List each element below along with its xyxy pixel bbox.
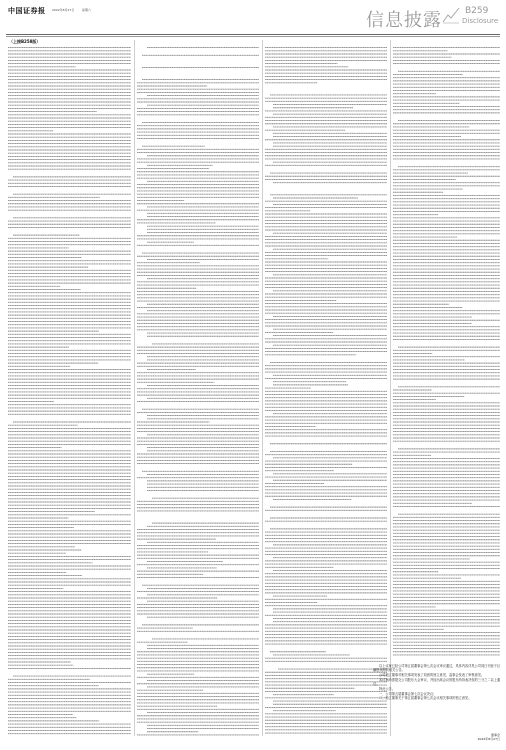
section-english: Disclosure <box>462 17 499 25</box>
text-column-3 <box>265 46 388 736</box>
page-code: B259 <box>465 6 489 16</box>
small-print-lines <box>393 46 501 658</box>
column-divider <box>390 40 391 736</box>
header-rule <box>6 34 500 35</box>
text-column-1 <box>8 46 132 736</box>
newspaper-logo: 中国证券报 <box>8 6 46 15</box>
notice-paragraph: 以上议案已经公司第五届董事会第七次会议审议通过，具体内容详见公司同日刊登于巨潮资讯网的相关公告。 <box>373 664 501 673</box>
column-divider <box>262 40 263 736</box>
masthead <box>0 0 506 30</box>
signoff <box>440 733 500 741</box>
issue-weekday: 星期六 <box>82 8 92 12</box>
signoff-date: 2022年8月27日 <box>477 737 500 741</box>
continuation-label: （上接B258版） <box>9 39 41 44</box>
notice-paragraph: 特此公告。 <box>379 686 395 691</box>
notice-paragraph: 公司独立董事对相关事项发表了同意的独立意见，监事会发表了审核意见。 <box>379 673 485 677</box>
notice-paragraph: 本议案尚需提交公司股东大会审议，并经出席会议的股东所持表决权的三分之二以上通过。 <box>373 677 501 686</box>
text-column-4 <box>393 46 501 658</box>
trend-line-icon <box>442 6 460 24</box>
notice-block <box>373 664 501 701</box>
column-divider <box>134 40 135 736</box>
small-print-lines <box>137 46 260 736</box>
section-title: 信息披露 <box>366 10 442 31</box>
issue-date: 2022年8月27日 <box>52 8 75 12</box>
notice-paragraph: 二、独立董事关于第五届董事会第七次会议相关事项的独立意见。 <box>379 696 472 701</box>
small-print-lines <box>265 46 388 736</box>
notice-paragraph: 一、公司第五届董事会第七次会议决议； <box>379 691 437 696</box>
header-rule-thin <box>6 36 500 37</box>
text-column-2 <box>137 46 260 736</box>
signoff-company: 董事会 <box>490 733 500 737</box>
small-print-lines <box>8 46 132 736</box>
